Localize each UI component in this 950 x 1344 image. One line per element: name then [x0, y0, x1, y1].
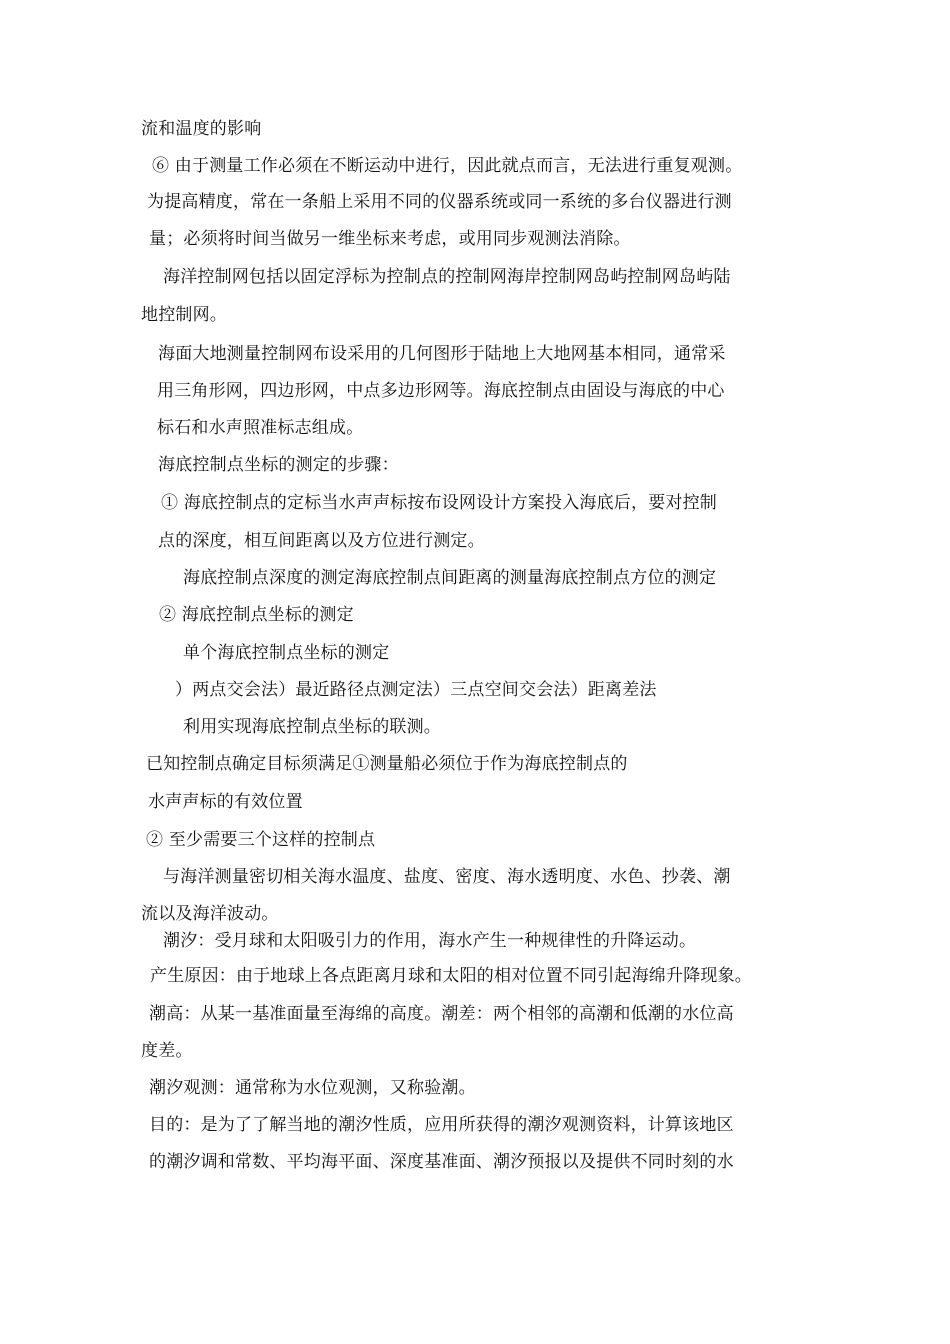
text-line: 潮汐观测：通常称为水位观测，又称验潮。	[149, 1078, 476, 1098]
text-line: 流和温度的影响	[141, 119, 262, 139]
text-line: 点的深度，相互间距离以及方位进行测定。	[158, 531, 485, 551]
text-line: 潮汐：受月球和太阳吸引力的作用，海水产生一种规律性的升降运动。	[163, 931, 697, 951]
text-line: 海底控制点坐标的测定的步骤：	[158, 455, 399, 475]
text-line: ⑥ 由于测量工作必须在不断运动中进行，因此就点而言，无法进行重复观测。	[152, 156, 743, 176]
text-line: 潮高：从某一基准面量至海绵的高度。潮差：两个相邻的高潮和低潮的水位高	[149, 1004, 734, 1024]
text-line: 利用实现海底控制点坐标的联测。	[183, 717, 441, 737]
text-line: 流以及海洋波动。	[141, 904, 279, 924]
text-line: 目的：是为了了解当地的潮汐性质，应用所获得的潮汐观测资料，计算该地区	[149, 1115, 734, 1135]
text-line: 海洋控制网包括以固定浮标为控制点的控制网海岸控制网岛屿控制网岛屿陆	[163, 267, 731, 287]
text-line: 已知控制点确定目标须满足①测量船必须位于作为海底控制点的	[146, 754, 628, 774]
text-line: ① 海底控制点的定标当水声声标按布设网设计方案投入海底后，要对控制	[161, 493, 718, 513]
text-line: ② 至少需要三个这样的控制点	[146, 830, 376, 850]
text-line: 地控制网。	[141, 305, 227, 325]
text-line: 的潮汐调和常数、平均海平面、深度基准面、潮汐预报以及提供不同时刻的水	[149, 1152, 734, 1172]
text-line: 标石和水声照准标志组成。	[157, 418, 364, 438]
text-line: ② 海底控制点坐标的测定	[159, 605, 354, 625]
text-line: 用三角形网，四边形网，中点多边形网等。海底控制点由固设与海底的中心	[157, 381, 725, 401]
text-line: 量；必须将时间当做另一维坐标来考虑，或用同步观测法消除。	[149, 229, 631, 249]
text-line: 海面大地测量控制网布设采用的几何图形于陆地上大地网基本相同，通常采	[158, 344, 726, 364]
text-line: 水声声标的有效位置	[148, 792, 303, 812]
text-line: 度差。	[141, 1041, 193, 1061]
text-line: ）两点交会法）最近路径点测定法）三点空间交会法）距离差法	[175, 680, 657, 700]
text-line: 单个海底控制点坐标的测定	[183, 643, 390, 663]
text-line: 为提高精度，常在一条船上采用不同的仪器系统或同一系统的多台仪器进行测	[147, 192, 732, 212]
text-line: 海底控制点深度的测定海底控制点间距离的测量海底控制点方位的测定	[183, 568, 717, 588]
text-line: 与海洋测量密切相关海水温度、盐度、密度、海水透明度、水色、抄袭、潮	[163, 867, 731, 887]
text-line: 产生原因：由于地球上各点距离月球和太阳的相对位置不同引起海绵升降现象。	[150, 966, 752, 986]
